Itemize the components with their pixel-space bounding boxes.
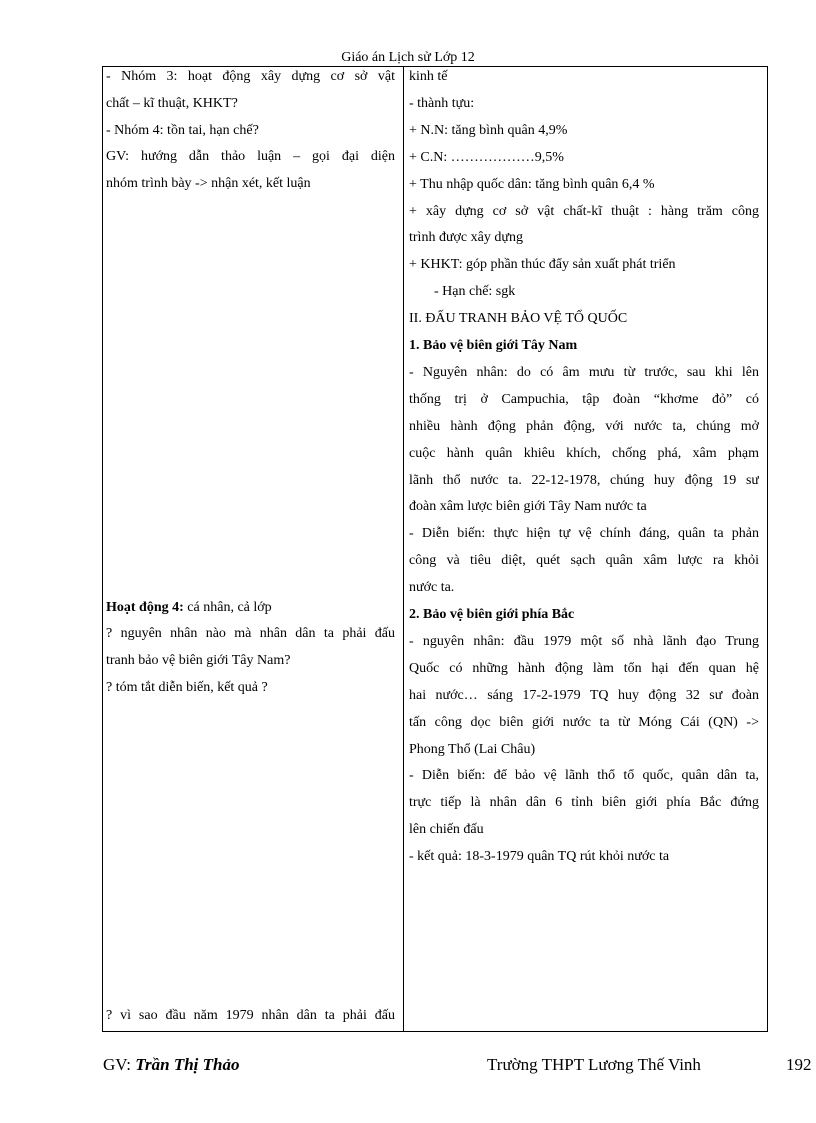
left-text-line: chất – kĩ thuật, KHKT? bbox=[106, 95, 238, 111]
left-text-line: nhóm trình bày -> nhận xét, kết luận bbox=[106, 176, 311, 192]
right-text-line: Quốc có những hành động làm tổn hại đến quan hệ bbox=[409, 660, 759, 676]
right-text-line: - nguyên nhân: đầu 1979 một số nhà lãnh đạo Trung bbox=[409, 633, 759, 649]
right-text-line: 2. Bảo vệ biên giới phía Bắc bbox=[409, 607, 575, 622]
footer-school: Trường THPT Lương Thế Vinh bbox=[487, 1055, 701, 1074]
activity-4-mode: cá nhân, cả lớp bbox=[183, 599, 272, 615]
footer-gv-label: GV: bbox=[103, 1055, 136, 1074]
activity-4-heading bbox=[106, 599, 395, 617]
activity-4-label: Hoạt động 4: bbox=[106, 599, 184, 615]
right-text-line: kinh tế bbox=[409, 69, 448, 84]
teacher-activity-column bbox=[103, 67, 404, 1031]
left-text-line: GV: hướng dẫn thảo luận – gọi đại diện bbox=[106, 149, 395, 165]
left-bottom-question: ? vì sao đầu năm 1979 nhân dân ta phải đấu bbox=[106, 1008, 395, 1023]
right-text-line: - Diễn biến: thực hiện tự vệ chính đáng, quân ta phản bbox=[409, 526, 759, 542]
right-text-line: Phong Thổ (Lai Châu) bbox=[409, 741, 536, 757]
right-text-line: - Nguyên nhân: do có âm mưu từ trước, sau khi lên bbox=[409, 364, 759, 380]
right-text-line: tấn công dọc biên giới nước ta từ Móng Cái (QN) -> bbox=[409, 714, 759, 730]
right-text-line: + C.N: ………………9,5% bbox=[409, 149, 564, 165]
lesson-table bbox=[102, 66, 768, 1032]
right-text-line: nhiều hành động phản động, với nước ta, chúng mở bbox=[409, 418, 759, 434]
right-text-line: đoàn xâm lược biên giới Tây Nam nước ta bbox=[409, 499, 647, 515]
left-text-line: - Nhóm 3: hoạt động xây dựng cơ sở vật bbox=[106, 69, 395, 84]
page-number: 192 bbox=[786, 1055, 812, 1074]
right-text-line: trình được xây dựng bbox=[409, 230, 523, 246]
right-text-line: công và tiêu diệt, quét sạch quân xâm lược ra khỏi bbox=[409, 553, 759, 569]
right-text-line: lãnh thổ nước ta. 22-12-1978, chúng huy động 19 sư bbox=[409, 472, 759, 488]
left-text-line: - Nhóm 4: tồn tai, hạn chế? bbox=[106, 122, 259, 138]
right-text-line: + N.N: tăng bình quân 4,9% bbox=[409, 122, 568, 138]
right-text-line: - thành tựu: bbox=[409, 95, 475, 111]
right-text-line: - Diễn biến: để bảo vệ lãnh thổ tổ quốc, quân dân ta, bbox=[409, 768, 759, 784]
page-header: Giáo án Lịch sử Lớp 12 bbox=[341, 50, 475, 65]
right-text-line: + Thu nhập quốc dân: tăng bình quân 6,4 % bbox=[409, 176, 655, 192]
right-text-line: 1. Bảo vệ biên giới Tây Nam bbox=[409, 338, 578, 353]
right-text-line: lên chiến đấu bbox=[409, 822, 484, 838]
content-column bbox=[404, 67, 767, 1031]
right-text-line: cuộc hành quân khiêu khích, chống phá, xâm phạm bbox=[409, 445, 759, 461]
right-text-line: nước ta. bbox=[409, 580, 455, 596]
footer-teacher bbox=[103, 1054, 240, 1076]
right-text-line: trực tiếp là nhân dân 6 tỉnh biên giới phía Bắc đứng bbox=[409, 795, 759, 811]
activity-4-question: tranh bảo vệ biên giới Tây Nam? bbox=[106, 653, 291, 669]
right-text-line: thống trị ở Campuchia, tập đoàn “khơme đỏ” có bbox=[409, 391, 759, 407]
activity-4-question: ? nguyên nhân nào mà nhân dân ta phải đấu bbox=[106, 626, 395, 642]
right-text-line: hai nước… sáng 17-2-1979 TQ huy động 32 sư đoàn bbox=[409, 687, 759, 703]
right-text-line: - kết quả: 18-3-1979 quân TQ rút khỏi nước ta bbox=[409, 849, 670, 865]
right-text-line: II. ĐẤU TRANH BẢO VỆ TỔ QUỐC bbox=[409, 311, 628, 327]
footer-teacher-name: Trần Thị Thảo bbox=[135, 1055, 240, 1074]
activity-4-question: ? tóm tắt diễn biến, kết quả ? bbox=[106, 680, 268, 696]
right-text-line: - Hạn chế: sgk bbox=[434, 284, 516, 300]
right-text-line: + xây dựng cơ sở vật chất-kĩ thuật : hàng trăm công bbox=[409, 203, 759, 219]
right-text-line: + KHKT: góp phần thúc đẩy sản xuất phát triển bbox=[409, 257, 676, 273]
